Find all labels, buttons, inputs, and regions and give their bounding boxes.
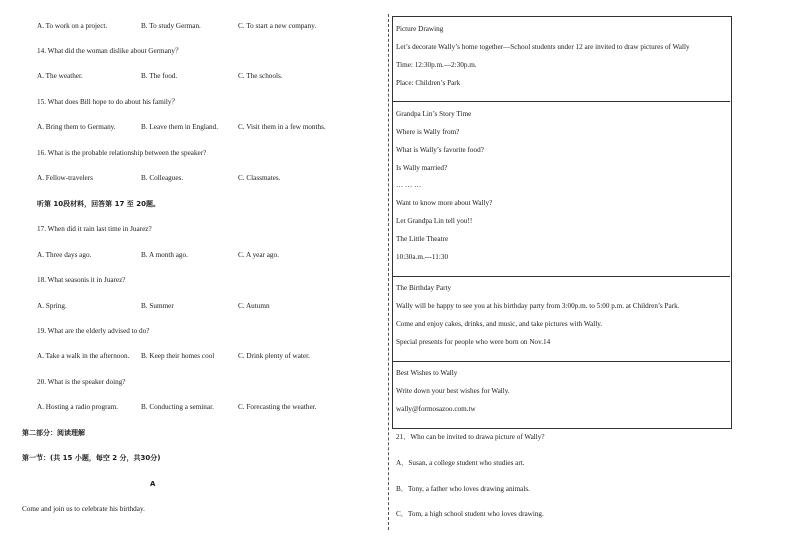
q19-question: 19. What are the elderly advised to do? xyxy=(37,327,150,335)
picture-drawing-place: Place: Children’s Park xyxy=(396,79,461,87)
picture-drawing-time: Time: 12:30p.m.—2:30p.m. xyxy=(396,61,477,69)
story-time-line: Want to know more about Wally? xyxy=(396,199,493,207)
q15-option-b: B. Leave them in England. xyxy=(141,123,219,131)
q21-option-b: B．Tony, a father who loves drawing animals. xyxy=(396,485,530,493)
q13-option-b: B. To study German. xyxy=(141,22,201,30)
q14-option-b: B. The food. xyxy=(141,72,178,80)
picture-drawing-line: Let’s decorate Wally’s home together—School students under 12 are invited to draw pictures of Wally xyxy=(396,43,690,51)
q20-option-b: B. Conducting a seminar. xyxy=(141,403,214,411)
q21-option-c: C．Tom, a high school student who loves drawing. xyxy=(396,510,544,518)
q18-question: 18. What seasonis it in Juarez? xyxy=(37,276,126,284)
q13-option-a: A. To work on a project. xyxy=(37,22,108,30)
story-time-time: 10:30a.m.---11:30 xyxy=(396,253,449,261)
q15-option-c: C. Visit them in a few months. xyxy=(238,123,326,131)
q18-option-c: C. Autumn xyxy=(238,302,270,310)
q14-question: 14. What did the woman dislike about Germany？ xyxy=(37,47,183,55)
q18-option-a: A. Spring. xyxy=(37,302,67,310)
q19-option-b: B. Keep their homes cool xyxy=(141,352,215,360)
q14-option-a: A. The weather. xyxy=(37,72,83,80)
birthday-party-line: Wally will be happy to see you at his birthday party from 3:00p.m. to 5:00 p.m. at Children’s Park. xyxy=(396,302,680,310)
section10-heading: 听第 10段材料，回答第 17 至 20题。 xyxy=(37,200,160,208)
q19-option-a: A. Take a walk in the afternoon. xyxy=(37,352,130,360)
best-wishes-title: Best Wishes to Wally xyxy=(396,369,458,377)
q20-option-c: C. Forecasting the weather. xyxy=(238,403,317,411)
q17-option-c: C. A year ago. xyxy=(238,251,279,259)
column-divider xyxy=(388,14,389,530)
q16-option-c: C. Classmates. xyxy=(238,174,281,182)
story-time-line: What is Wally’s favorite food? xyxy=(396,146,484,154)
best-wishes-email: wally@formosazoo.com.tw xyxy=(396,405,476,413)
story-time-line: Is Wally married? xyxy=(396,164,448,172)
q20-question: 20. What is the speaker doing? xyxy=(37,378,126,386)
passage-label: A xyxy=(150,480,156,488)
q16-option-b: B. Colleagues. xyxy=(141,174,184,182)
picture-drawing-title: Picture Drawing xyxy=(396,25,444,33)
q15-option-a: A. Bring them to Germany. xyxy=(37,123,116,131)
story-time-ellipsis: … … … xyxy=(396,181,422,189)
q20-option-a: A. Hosting a radio program. xyxy=(37,403,119,411)
q17-question: 17. When did it rain last time in Juarez? xyxy=(37,225,152,233)
story-time-title: Grandpa Lin’s Story Time xyxy=(396,110,472,118)
table-separator xyxy=(392,101,730,102)
q17-option-a: A. Three days ago. xyxy=(37,251,92,259)
story-time-place: The Little Theatre xyxy=(396,235,449,243)
birthday-party-line: Come and enjoy cakes, drinks, and music, and take pictures with Wally. xyxy=(396,320,603,328)
birthday-party-title: The Birthday Party xyxy=(396,284,452,292)
birthday-party-line: Special presents for people who were born on Nov.14 xyxy=(396,338,551,346)
story-time-line: Where is Wally from? xyxy=(396,128,460,136)
q21-question: 21．Who can be invited to drawa picture of Wally? xyxy=(396,433,545,441)
part2-heading: 第二部分：阅读理解 xyxy=(22,429,85,437)
table-separator xyxy=(392,276,730,277)
section1-heading: 第一节：(共 15 小题，每空 2 分，共30分) xyxy=(22,454,161,462)
q13-option-c: C. To start a new company. xyxy=(238,22,317,30)
q17-option-b: B. A month ago. xyxy=(141,251,188,259)
table-separator xyxy=(392,361,730,362)
q15-question: 15. What does Bill hope to do about his family？ xyxy=(37,98,179,106)
q16-question: 16. What is the probable relationship between the speaker? xyxy=(37,149,207,157)
best-wishes-line: Write down your best wishes for Wally. xyxy=(396,387,510,395)
q18-option-b: B. Summer xyxy=(141,302,174,310)
q16-option-a: A. Fellow-travelers xyxy=(37,174,93,182)
story-time-line: Let Grandpa Lin tell you!! xyxy=(396,217,473,225)
q21-option-a: A．Susan, a college student who studies art. xyxy=(396,459,525,467)
q19-option-c: C. Drink plenty of water. xyxy=(238,352,310,360)
passage-intro: Come and join us to celebrate his birthday. xyxy=(22,505,145,513)
q14-option-c: C. The schools. xyxy=(238,72,283,80)
